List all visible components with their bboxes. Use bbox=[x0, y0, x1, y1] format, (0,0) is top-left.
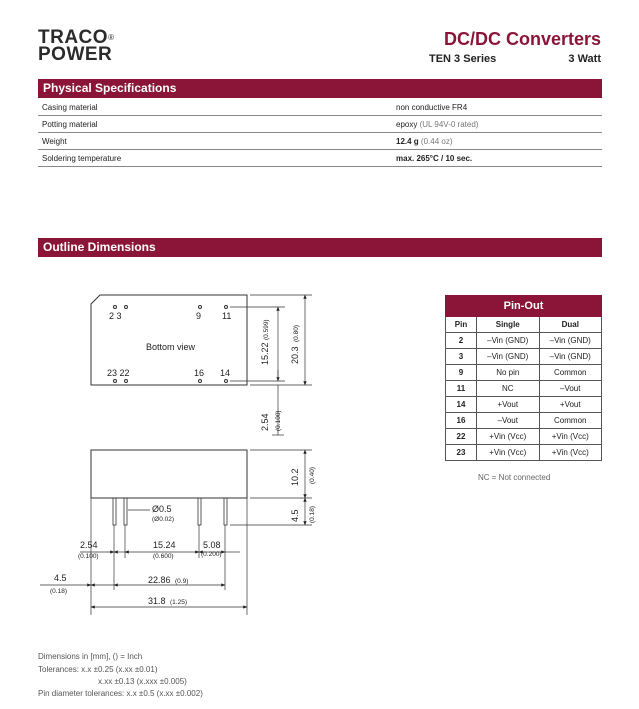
spec-value-main: max. 265°C / 10 sec. bbox=[396, 153, 473, 163]
pin-label-11: 11 bbox=[222, 311, 232, 321]
spec-label: Weight bbox=[38, 133, 396, 150]
footnote-units: Dimensions in [mm], () = Inch bbox=[38, 652, 143, 661]
dim-15-22: 15.22 bbox=[260, 342, 270, 365]
dim-4-5-v-inch: (0.18) bbox=[309, 506, 316, 523]
series-label: TEN 3 Series bbox=[429, 53, 497, 65]
spec-value bbox=[396, 99, 602, 116]
dim-15-22-inch: (0.599) bbox=[263, 319, 270, 340]
pin-number: 11 bbox=[446, 381, 477, 397]
pin-number: 16 bbox=[446, 413, 477, 429]
pinout-row bbox=[446, 397, 602, 413]
pin-number: 22 bbox=[446, 429, 477, 445]
logo-line-2: POWER bbox=[38, 44, 113, 65]
pin-dual: +Vin (Vcc) bbox=[539, 429, 602, 445]
pin-number: 14 bbox=[446, 397, 477, 413]
logo-line-1: TRACO bbox=[38, 27, 109, 48]
pin-label-9: 9 bbox=[196, 311, 202, 321]
spec-label: Potting material bbox=[38, 116, 396, 133]
pin-single: +Vin (Vcc) bbox=[477, 429, 540, 445]
dim-15-24: 15.24 bbox=[153, 540, 176, 550]
watt-label: 3 Watt bbox=[568, 53, 601, 65]
dim-31-8: 31.8 bbox=[148, 596, 166, 606]
pinout-row bbox=[446, 445, 602, 461]
dim-15-24-inch: (0.600) bbox=[153, 553, 174, 560]
pinout-col-pin: Pin bbox=[446, 317, 477, 333]
pin-number: 2 bbox=[446, 333, 477, 349]
pinout-row bbox=[446, 333, 602, 349]
pinout-row bbox=[446, 349, 602, 365]
dim-2-54-v: 2.54 bbox=[260, 413, 270, 431]
spec-value-note: (UL 94V-0 rated) bbox=[419, 119, 479, 129]
pinout-row bbox=[446, 413, 602, 429]
pin-single: +Vout bbox=[477, 397, 540, 413]
dim-10-2-inch: (0.40) bbox=[309, 467, 316, 484]
nc-note: NC = Not connected bbox=[478, 473, 551, 482]
dim-4-5-h: 4.5 bbox=[54, 573, 67, 583]
dim-4-5-v: 4.5 bbox=[290, 509, 300, 522]
pin-single: NC bbox=[477, 381, 540, 397]
footnote-tolerances: Tolerances: x.x ±0.25 (x.xx ±0.01) bbox=[38, 665, 158, 674]
pinout-col-single: Single bbox=[477, 317, 540, 333]
dim-22-86-inch: (0.9) bbox=[175, 578, 189, 585]
pinout-row bbox=[446, 365, 602, 381]
spec-value bbox=[396, 116, 602, 133]
pinout-table bbox=[445, 295, 602, 461]
physical-spec-header: Physical Specifications bbox=[38, 79, 602, 98]
dim-2-54-h: 2.54 bbox=[80, 540, 98, 550]
pinout-row bbox=[446, 429, 602, 445]
spec-label: Casing material bbox=[38, 99, 396, 116]
logo-registered-mark: ® bbox=[108, 33, 115, 42]
spec-row bbox=[38, 116, 602, 133]
outline-dimensions-header: Outline Dimensions bbox=[38, 238, 602, 257]
pinout-col-dual: Dual bbox=[539, 317, 602, 333]
spec-row bbox=[38, 150, 602, 167]
pin-dual: +Vout bbox=[539, 397, 602, 413]
spec-row bbox=[38, 133, 602, 150]
dim-20-3: 20.3 bbox=[290, 346, 300, 364]
pin-dual: –Vout bbox=[539, 381, 602, 397]
module-side-view bbox=[91, 450, 247, 498]
dim-2-54-v-inch: (0.100) bbox=[275, 410, 282, 431]
pinout-row bbox=[446, 381, 602, 397]
spec-value-main: non conductive FR4 bbox=[396, 102, 468, 112]
spec-value bbox=[396, 133, 602, 150]
footnote-tolerances-2: x.xx ±0.13 (x.xxx ±0.005) bbox=[98, 677, 187, 686]
pin-single: No pin bbox=[477, 365, 540, 381]
dim-31-8-inch: (1.25) bbox=[170, 599, 187, 606]
outline-drawing bbox=[0, 280, 420, 620]
spec-row bbox=[38, 99, 602, 116]
pin-single: –Vin (GND) bbox=[477, 349, 540, 365]
pin-label-23-22: 23 22 bbox=[107, 368, 130, 378]
pin-dual: Common bbox=[539, 365, 602, 381]
dim-pin-diameter: Ø0.5 bbox=[152, 504, 172, 514]
pin-label-16: 16 bbox=[194, 368, 205, 378]
dim-pin-diameter-inch: (Ø0.02) bbox=[152, 516, 175, 523]
dim-20-3-inch: (0.80) bbox=[293, 325, 300, 342]
dim-2-54-h-inch: (0.100) bbox=[78, 553, 99, 560]
pin-number: 9 bbox=[446, 365, 477, 381]
pin-label-2-3: 2 3 bbox=[109, 311, 122, 321]
spec-value bbox=[396, 150, 602, 167]
pin-single: –Vin (GND) bbox=[477, 333, 540, 349]
pin-label-14: 14 bbox=[220, 368, 231, 378]
pin-dual: –Vin (GND) bbox=[539, 333, 602, 349]
spec-value-note: (0.44 oz) bbox=[420, 136, 453, 146]
footnote-pin-tolerances: Pin diameter tolerances: x.x ±0.5 (x.xx ±0.002) bbox=[38, 689, 203, 698]
pin-dual: Common bbox=[539, 413, 602, 429]
pinout-title: Pin-Out bbox=[446, 296, 602, 317]
dim-4-5-h-inch: (0.18) bbox=[50, 588, 67, 595]
traco-power-logo bbox=[38, 29, 114, 63]
dim-22-86: 22.86 bbox=[148, 575, 171, 585]
pin-dual: –Vin (GND) bbox=[539, 349, 602, 365]
dim-10-2: 10.2 bbox=[290, 468, 300, 486]
dim-5-08-inch: (0.200) bbox=[201, 551, 222, 558]
bottom-view-label: Bottom view bbox=[146, 342, 196, 352]
pin-number: 3 bbox=[446, 349, 477, 365]
spec-label: Soldering temperature bbox=[38, 150, 396, 167]
dim-5-08: 5.08 bbox=[203, 540, 221, 550]
spec-value-main: 12.4 g bbox=[396, 136, 419, 146]
pin-number: 23 bbox=[446, 445, 477, 461]
spec-value-main: epoxy bbox=[396, 119, 418, 129]
physical-spec-table bbox=[38, 99, 602, 167]
pin-single: +Vin (Vcc) bbox=[477, 445, 540, 461]
pin-single: –Vout bbox=[477, 413, 540, 429]
pin-dual: +Vin (Vcc) bbox=[539, 445, 602, 461]
page-title: DC/DC Converters bbox=[443, 29, 601, 49]
